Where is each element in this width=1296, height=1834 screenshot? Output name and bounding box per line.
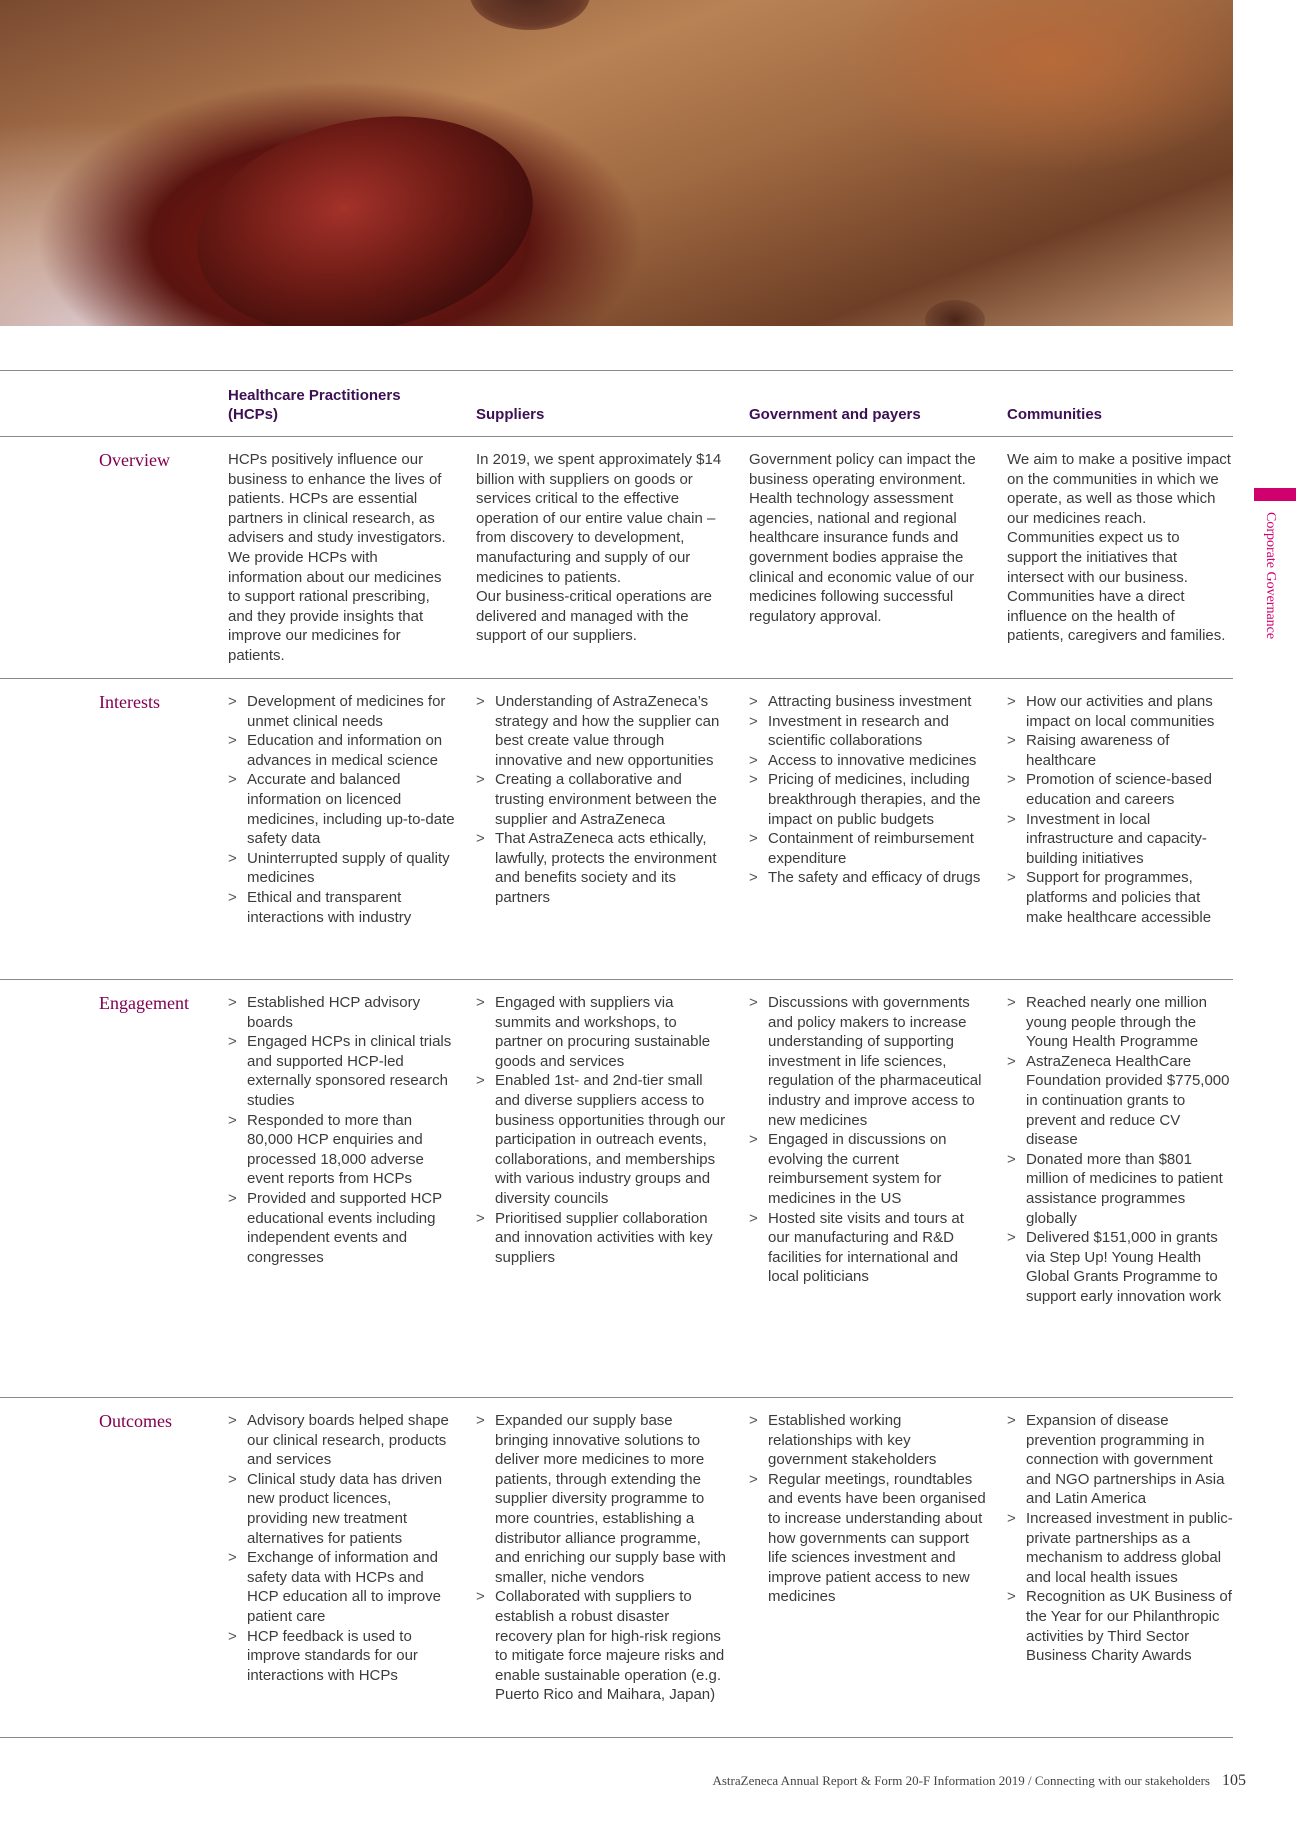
list-item: > Expanded our supply base bringing innovative solutions to deliver more medicines to more patients, through extending the supplier diversity programme to more countries, establishing a distributor alliance programme, and enriching our supply base with smaller, niche vendors (476, 1411, 728, 1587)
list-item: > Established HCP advisory boards (228, 993, 456, 1032)
column-header-hcps (228, 386, 401, 424)
list-item: > Pricing of medicines, including breakthrough therapies, and the impact on public budgets (749, 770, 987, 829)
header-rule (0, 436, 1233, 437)
red-blood-cell (177, 87, 553, 326)
column-header-line (476, 386, 544, 405)
overview-text: Our business-critical operations are delivered and managed with the support of our suppliers. (476, 588, 712, 645)
overview-text: HCPs positively influence our business to enhance the lives of patients. HCPs are essential partners in clinical research, as advisers and study investigators. We provide HCPs with information about our medicines to support rational prescribing, and they provide insights that improve our medicines for patients. (228, 451, 446, 664)
outcomes-suppliers (476, 1411, 728, 1705)
list-item: > Recognition as UK Business of the Year for our Philanthropic activities by Third Sector Business Charity Awards (1007, 1587, 1233, 1665)
list-item: > Increased investment in public-private partnerships as a mechanism to address global and local health issues (1007, 1509, 1233, 1587)
list-item: > Containment of reimbursement expenditure (749, 829, 987, 868)
page-number: 105 (1222, 1772, 1246, 1789)
list-item: > Prioritised supplier collaboration and innovation activities with key suppliers (476, 1209, 728, 1268)
list-item: > That AstraZeneca acts ethically, lawfully, protects the environment and benefits society and its partners (476, 829, 728, 907)
row-rule (0, 678, 1233, 679)
list-item: > Development of medicines for unmet clinical needs (228, 692, 456, 731)
engagement-suppliers (476, 993, 728, 1267)
list-item: > Ethical and transparent interactions with industry (228, 888, 456, 927)
blood-cell-small (925, 300, 985, 326)
list-item: > Raising awareness of healthcare (1007, 731, 1233, 770)
list-item: > Accurate and balanced information on licenced medicines, including up-to-date safety data (228, 770, 456, 848)
overview-government (749, 450, 987, 626)
list-item: > Uninterrupted supply of quality medicines (228, 849, 456, 888)
list-item: > Established working relationships with key government stakeholders (749, 1411, 987, 1470)
section-tab-marker (1254, 488, 1296, 501)
table-top-rule (0, 370, 1233, 371)
table-bottom-rule (0, 1737, 1233, 1738)
row-label-outcomes: Outcomes (99, 1411, 172, 1431)
list-item: > Support for programmes, platforms and policies that make healthcare accessible (1007, 868, 1233, 927)
list-item: > Access to innovative medicines (749, 751, 987, 771)
list-item: > Engaged with suppliers via summits and workshops, to partner on procuring sustainable goods and services (476, 993, 728, 1071)
interests-suppliers (476, 692, 728, 908)
list-item: > Provided and supported HCP educational events including independent events and congresses (228, 1189, 456, 1267)
interests-communities (1007, 692, 1233, 927)
overview-text: Government policy can impact the business operating environment. Health technology assessment agencies, national and regional healthcare insurance funds and government bodies appraise the clinical and economic value of our medicines following successful regulatory approval. (749, 451, 976, 625)
interests-hcps (228, 692, 456, 927)
list-item: > Donated more than $801 million of medicines to patient assistance programmes globally (1007, 1150, 1233, 1228)
column-header-line: Government and payers (749, 406, 921, 423)
list-item: > Creating a collaborative and trusting environment between the supplier and AstraZeneca (476, 770, 728, 829)
column-header-line: (HCPs) (228, 406, 279, 423)
list-item: > Attracting business investment (749, 692, 987, 712)
engagement-government (749, 993, 987, 1287)
interests-government (749, 692, 987, 888)
column-header-suppliers (476, 386, 544, 424)
list-item: > Engaged in discussions on evolving the current reimbursement system for medicines in the US (749, 1130, 987, 1208)
overview-text: We aim to make a positive impact on the communities in which we operate, as well as those which our medicines reach. Communities expect us to support the initiatives that intersect with our business. Communities have a direct influence on the health of patients, caregivers and families. (1007, 451, 1231, 645)
footer-text: AstraZeneca Annual Report & Form 20-F Information 2019 / Connecting with our stakeholders (712, 1773, 1210, 1788)
list-item: > HCP feedback is used to improve standards for our interactions with HCPs (228, 1627, 456, 1686)
overview-communities (1007, 450, 1233, 646)
list-item: > Expansion of disease prevention programming in connection with government and NGO partnerships in Asia and Latin America (1007, 1411, 1233, 1509)
list-item: > Investment in research and scientific collaborations (749, 712, 987, 751)
list-item: > How our activities and plans impact on local communities (1007, 692, 1233, 731)
column-header-line: Communities (1007, 406, 1103, 423)
row-label-engagement: Engagement (99, 993, 189, 1013)
row-rule (0, 979, 1233, 980)
list-item: > Promotion of science-based education and careers (1007, 770, 1233, 809)
list-item: > Regular meetings, roundtables and events have been organised to increase understanding about how governments can support life sciences investment and improve patient access to new medicines (749, 1470, 987, 1607)
list-item: > Clinical study data has driven new product licences, providing new treatment alternatives for patients (228, 1470, 456, 1548)
overview-hcps (228, 450, 456, 666)
list-item: > Engaged HCPs in clinical trials and supported HCP-led externally sponsored research studies (228, 1032, 456, 1110)
engagement-communities (1007, 993, 1233, 1307)
column-header-line: Healthcare Practitioners (228, 387, 401, 404)
column-header-communities (1007, 386, 1102, 424)
column-header-line (1007, 386, 1102, 405)
list-item: > Collaborated with suppliers to establish a robust disaster recovery plan for high-risk regions to mitigate force majeure risks and enable sustainable operation (e.g. Puerto Rico and Maihara, Japan) (476, 1587, 728, 1705)
list-item: > Hosted site visits and tours at our manufacturing and R&D facilities for international and local politicians (749, 1209, 987, 1287)
blood-cell-edge (470, 0, 590, 30)
list-item: > Investment in local infrastructure and capacity-building initiatives (1007, 810, 1233, 869)
column-header-line: Suppliers (476, 406, 545, 423)
row-rule (0, 1397, 1233, 1398)
outcomes-hcps (228, 1411, 456, 1685)
row-label-overview: Overview (99, 450, 170, 470)
list-item: > Understanding of AstraZeneca’s strategy and how the supplier can best create value through innovative and new opportunities (476, 692, 728, 770)
list-item: > The safety and efficacy of drugs (749, 868, 987, 888)
column-header-line (749, 386, 921, 405)
outcomes-government (749, 1411, 987, 1607)
column-header-government (749, 386, 921, 424)
page-footer (712, 1772, 1246, 1790)
list-item: > Reached nearly one million young people through the Young Health Programme (1007, 993, 1233, 1052)
hero-image (0, 0, 1233, 326)
list-item: > Exchange of information and safety data with HCPs and HCP education all to improve patient care (228, 1548, 456, 1626)
section-label: Corporate Governance (1263, 512, 1278, 640)
list-item: > Discussions with governments and policy makers to increase understanding of supporting investment in life sciences, regulation of the pharmaceutical industry and improve access to new medicines (749, 993, 987, 1130)
overview-text: In 2019, we spent approximately $14 billion with suppliers on goods or services critical to the effective operation of our entire value chain – from discovery to development, manufacturing and supply of our medicines to patients. (476, 451, 722, 586)
list-item: > Responded to more than 80,000 HCP enquiries and processed 18,000 adverse event reports from HCPs (228, 1111, 456, 1189)
list-item: > AstraZeneca HealthCare Foundation provided $775,000 in continuation grants to prevent and reduce CV disease (1007, 1052, 1233, 1150)
overview-suppliers (476, 450, 728, 646)
list-item: > Education and information on advances in medical science (228, 731, 456, 770)
list-item: > Enabled 1st- and 2nd-tier small and diverse suppliers access to business opportunities through our participation in outreach events, collaborations, and memberships with various industry groups and diversity councils (476, 1071, 728, 1208)
engagement-hcps (228, 993, 456, 1267)
row-label-interests: Interests (99, 692, 160, 712)
outcomes-communities (1007, 1411, 1233, 1666)
list-item: > Delivered $151,000 in grants via Step Up! Young Health Global Grants Programme to support early innovation work (1007, 1228, 1233, 1306)
list-item: > Advisory boards helped shape our clinical research, products and services (228, 1411, 456, 1470)
